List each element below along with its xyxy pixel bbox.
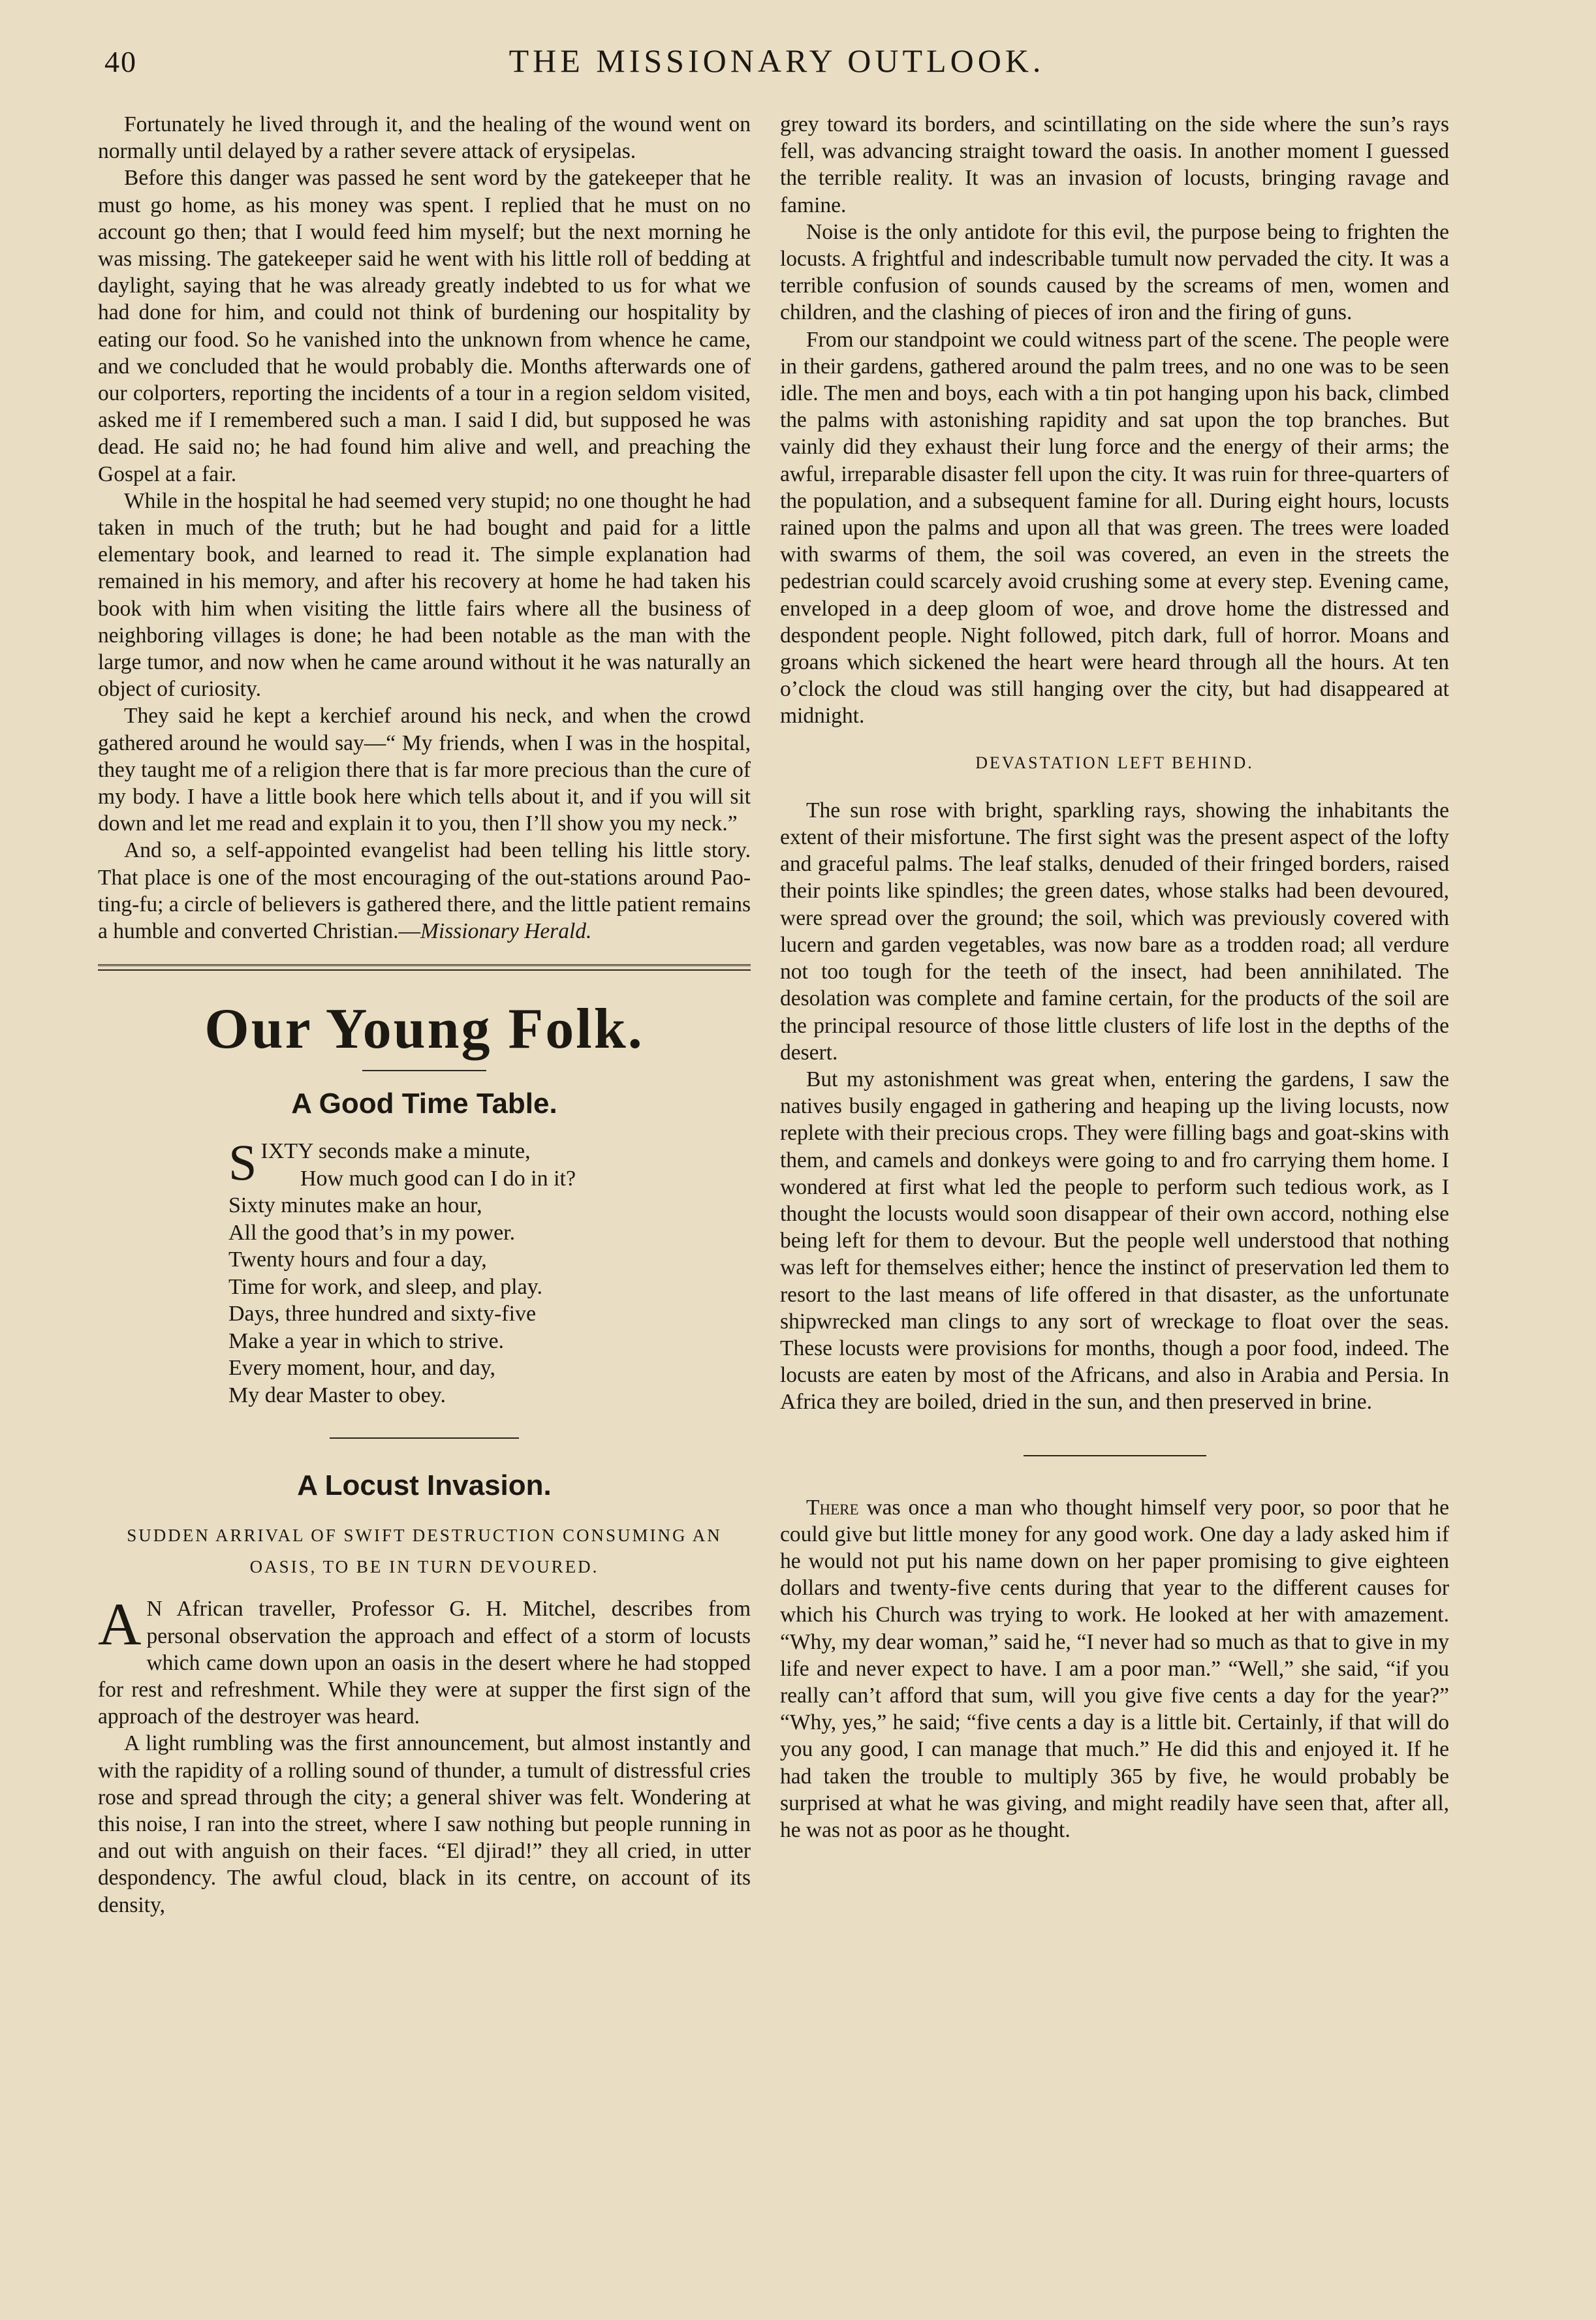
drop-cap: A [98, 1591, 142, 1658]
poem-line-text: IXTY seconds make a minute, [260, 1139, 531, 1164]
page-header [104, 44, 1449, 90]
poem-line: How much good can I do in it? [300, 1166, 576, 1191]
paragraph: Noise is the only antidote for this evil, the purpose being to frighten the locusts. A frightful and indescribable tumult now pervaded the city. It was a terrible confusion of sounds caused by the screams of men, women and children, and the clashing of pieces of iron and the firing of guns. [780, 219, 1449, 325]
paragraph: While in the hospital he had seemed very stupid; no one thought he had taken in much of the truth; but he had bought and paid for a little elementary book, and learned to read it. The simple explanation had remained in his memory, and after his recovery at home he had taken his book with him when visiting the little fairs where all the business of neighboring villages is done; he had been notable as the man with the large tumor, and now when he came around without it he was naturally an object of curiosity. [98, 488, 751, 702]
drop-cap: S [228, 1134, 257, 1191]
poem-line: Make a year in which to strive. [228, 1328, 505, 1353]
lead-word: There [806, 1495, 859, 1520]
article-subtitle: SUDDEN ARRIVAL OF SWIFT DESTRUCTION CONSUMING AN OASIS, TO BE IN TURN DEVOURED. [127, 1526, 722, 1577]
journal-title: THE MISSIONARY OUTLOOK. [509, 42, 1045, 79]
paragraph [98, 1591, 751, 1730]
title-rule [362, 1070, 486, 1071]
paragraph-text: N African traveller, Professor G. H. Mitchel, describes from personal observation the approach and effect of a storm of locusts which came down upon an oasis in the desert where he had stopped for rest and refreshment. While they were at supper the first sign of the approach of the destroyer was heard. [98, 1597, 751, 1729]
poem-line: Every moment, hour, and day, [228, 1356, 496, 1381]
paragraph: Fortunately he lived through it, and the healing of the wound went on normally until delayed by a rather severe attack of erysipelas. [98, 112, 751, 164]
poem-line: All the good that’s in my power. [228, 1220, 516, 1245]
paragraph: Before this danger was passed he sent word by the gatekeeper that he must go home, as his money was spent. I replied that he must on no account go then; that I would feed him myself; but the next morning he was missing. The gatekeeper said he went with his little roll of bedding at daylight, saying that he was already greatly indebted to us for what we had done for him, and could not think of burdening our hospitality by eating our food. So he vanished into the unknown from whence he came, and we concluded that he would probably die. Months afterwards one of our colporters, reporting the incidents of a tour in a region seldom visited, asked me if I remembered such a man. I said I did, but supposed he was dead. He said no; he had found him alive and well, and preaching the Gospel at a fair. [98, 166, 751, 486]
paragraph-text: And so, a self-appointed evangelist had been telling his little story. That place is one of the most encouraging of the out-stations around Pao-ting-fu; a circle of believers is gathered there, and the little patient remains a humble and converted Christian.— [98, 838, 751, 944]
paragraph: The sun rose with bright, sparkling rays, showing the inhabitants the extent of their misfortune. The first sight was the present aspect of the lofty and graceful palms. The leaf stalks, denuded of their fringed borders, raised their points like spindles; the green dates, whose stalks had been devoured, were spread over the ground; the soil, which was previously covered with lucern and garden vegetables, was now bare as a trodden road; all verdure not too tough for the teeth of the insect, had been annihilated. The desolation was complete and famine certain, for the products of the soil are the principal resource of those little clusters of life lost in the depths of the desert. [780, 798, 1449, 1065]
paragraph [780, 1494, 1449, 1844]
paragraph: A light rumbling was the first announcement, but almost instantly and with the rapidity of a rolling sound of thunder, a tumult of distressful cries rose and spread through the city; a general shiver was felt. Wondering at this noise, I ran into the street, where I saw nothing but people running in and out with anguish on their faces. “El djirad!” they all cried, in utter despondency. The awful cloud, black in its centre, on account of its density, [98, 1731, 751, 1917]
poem [98, 1134, 751, 1409]
paragraph: From our standpoint we could witness part of the scene. The people were in their gardens, gathered around the palm trees, and no one was to be seen idle. The men and boys, each with a tin pot hanging upon his back, climbed the palms with astonishing rapidity and sat upon the top branches. But vainly did they exhaust their lung force and the energy of their arms; the awful, irreparable disaster fell upon the city. It was ruin for three-quarters of the population, and a subsequent famine for all. During eight hours, locusts rained upon the palms and upon all that was green. The trees were loaded with swarms of them, the soil was covered, an even in the streets the pedestrian could scarcely avoid crushing some at every step. Evening came, enveloped in a deep gloom of woe, and drove home the distressed and despondent people. Night followed, pitch dark, full of horror. Moans and groans which sickened the heart were heard through all the hours. At ten o’clock the cloud was still hanging over the city, but had disappeared at midnight. [780, 327, 1449, 729]
left-column [98, 111, 751, 2304]
paragraph: But my astonishment was great when, entering the gardens, I saw the natives busily engaged in gathering and heaping up the living locusts, now replete with their precious crops. They were filling bags and goat-skins with them, and camels and donkeys were going to and fro carrying them home. I wondered at first what led the people to perform such tedious work, as I thought the locusts would soon disappear of their own accord, nothing else being left for them to devour. But the people well understood that nothing was left for themselves either; hence the instinct of preservation led them to resort to the last means of life offered in that disaster, as the unfortunate shipwrecked man clings to any sort of wreckage to float over the seas. These locusts were provisions for months, though a poor food, indeed. The locusts are eaten by most of the Africans, and also in Arabia and Persia. In Africa they are boiled, dried in the sun, and then preserved in brine. [780, 1067, 1449, 1415]
section-title: Our Young Folk. [204, 997, 644, 1061]
subheading: DEVASTATION LEFT BEHIND. [975, 753, 1254, 772]
source-citation: Missionary Herald. [420, 919, 592, 944]
poem-line: Time for work, and sleep, and play. [228, 1274, 542, 1299]
article-divider [1024, 1455, 1206, 1456]
paragraph: grey toward its borders, and scintillating on the side where the sun’s rays fell, was advancing straight toward the oasis. In another moment I guessed the terrible reality. It was an invasion of locusts, bringing ravage and famine. [780, 112, 1449, 217]
page-number: 40 [104, 45, 137, 78]
poem-line: Sixty minutes make an hour, [228, 1193, 482, 1218]
paragraph-text: was once a man who thought himself very poor, so poor that he could give but little money for any good work. One day a lady asked him if he would not put his name down on her paper promising to give eighteen dollars and twenty-five cents during that year to the different causes for which his Church was trying to work. He looked at her with amazement. “Why, my dear woman,” said he, “I never had so much as that to give in my life and never expect to have. I am a poor man.” “Well,” she said, “if you really can’t afford that sum, will you give five cents a day for the year?” “Why, yes,” he said; “five cents a day is a little bit. Certainly, if that will do you any good, I can manage that much.” He did this and enjoyed it. If he had taken the trouble to multiply 365 by five, he would probably be surprised at what he was giving, and might readily have seen that, after all, he was not as poor as he thought. [780, 1495, 1449, 1842]
poem-line: My dear Master to obey. [228, 1383, 446, 1407]
poem-line: Days, three hundred and sixty-five [228, 1302, 537, 1326]
paragraph [98, 837, 751, 945]
right-column [780, 111, 1449, 2304]
paragraph: They said he kept a kerchief around his neck, and when the crowd gathered around he would say—“ My friends, when I was in the hospital, they taught me of a religion there that is far more precious than the cure of my body. I have a little book here which tells about it, and if you will sit down and let me read and explain it to you, then I’ll show you my neck.” [98, 704, 751, 836]
article-title: A Locust Invasion. [297, 1469, 552, 1502]
section-divider [98, 964, 751, 971]
poem-title: A Good Time Table. [291, 1088, 557, 1120]
article-divider [330, 1437, 519, 1439]
poem-line: Twenty hours and four a day, [228, 1247, 487, 1272]
